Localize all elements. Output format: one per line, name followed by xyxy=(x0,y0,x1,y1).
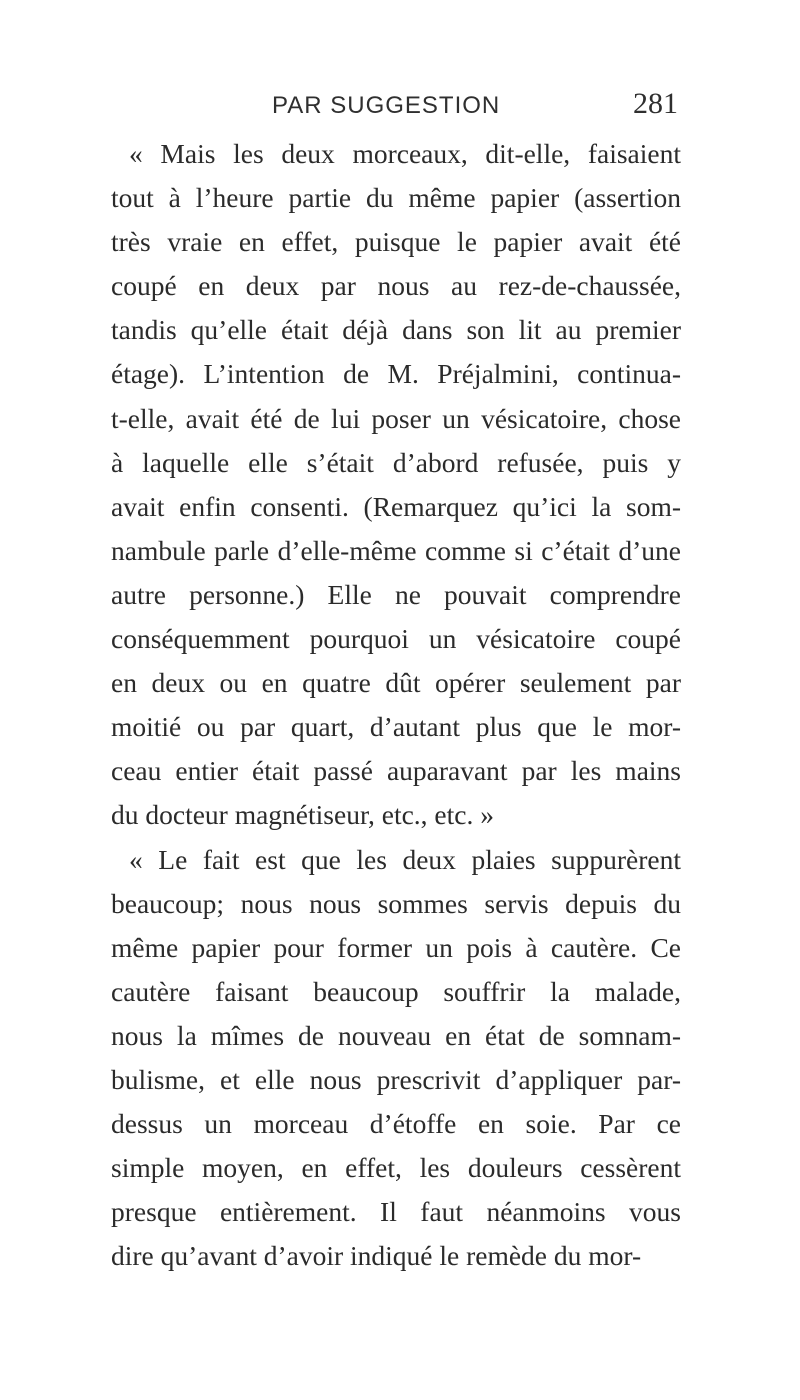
text-line: bulisme, et elle nous prescrivit d’appliquer par- xyxy=(111,1063,681,1095)
text-line: dessus un morceau d’étoffe en soie. Par ce xyxy=(111,1108,681,1140)
text-line: ceau entier était passé auparavant par les mains xyxy=(111,755,681,787)
text-line: presque entièrement. Il faut néanmoins vous xyxy=(111,1196,681,1228)
page-number: 281 xyxy=(633,87,678,120)
text-line: t-elle, avait été de lui poser un vésicatoire, chose xyxy=(111,402,681,434)
text-line: tandis qu’elle était déjà dans son lit au premier xyxy=(111,314,681,346)
text-line: à laquelle elle s’était d’abord refusée, puis y xyxy=(111,446,681,478)
running-head xyxy=(138,87,678,126)
paragraph-1 xyxy=(111,132,681,838)
text-line: dire qu’avant d’avoir indiqué le remède du mor- xyxy=(111,1240,642,1272)
text-line: beaucoup; nous nous sommes servis depuis du xyxy=(111,887,681,919)
text-line: très vraie en effet, puisque le papier avait été xyxy=(111,226,681,258)
text-line: même papier pour former un pois à cautère. Ce xyxy=(111,931,681,963)
text-line: conséquemment pourquoi un vésicatoire coupé xyxy=(111,623,681,655)
body-text xyxy=(111,132,681,1278)
text-line: cautère faisant beaucoup souffrir la malade, xyxy=(111,975,681,1007)
running-title: PAR SUGGESTION xyxy=(272,92,501,119)
text-line: tout à l’heure partie du même papier (assertion xyxy=(111,182,681,214)
text-line: moitié ou par quart, d’autant plus que le mor- xyxy=(111,711,681,743)
text-line: du docteur magnétiseur, etc., etc. » xyxy=(111,799,494,831)
text-line: « Le fait est que les deux plaies suppurèrent xyxy=(129,843,681,875)
text-line: coupé en deux par nous au rez-de-chaussée, xyxy=(111,270,681,302)
text-line: en deux ou en quatre dût opérer seulement par xyxy=(111,667,681,699)
text-line: nous la mîmes de nouveau en état de somnam- xyxy=(111,1019,681,1051)
text-line: simple moyen, en effet, les douleurs cessèrent xyxy=(111,1152,681,1184)
text-line: avait enfin consenti. (Remarquez qu’ici la som- xyxy=(111,490,681,522)
text-line: « Mais les deux morceaux, dit-elle, faisaient xyxy=(129,138,681,169)
text-line: autre personne.) Elle ne pouvait comprendre xyxy=(111,578,681,610)
text-line: étage). L’intention de M. Préjalmini, continua- xyxy=(111,358,681,390)
text-line: nambule parle d’elle-même comme si c’était d’une xyxy=(111,534,681,566)
paragraph-2 xyxy=(111,838,681,1279)
